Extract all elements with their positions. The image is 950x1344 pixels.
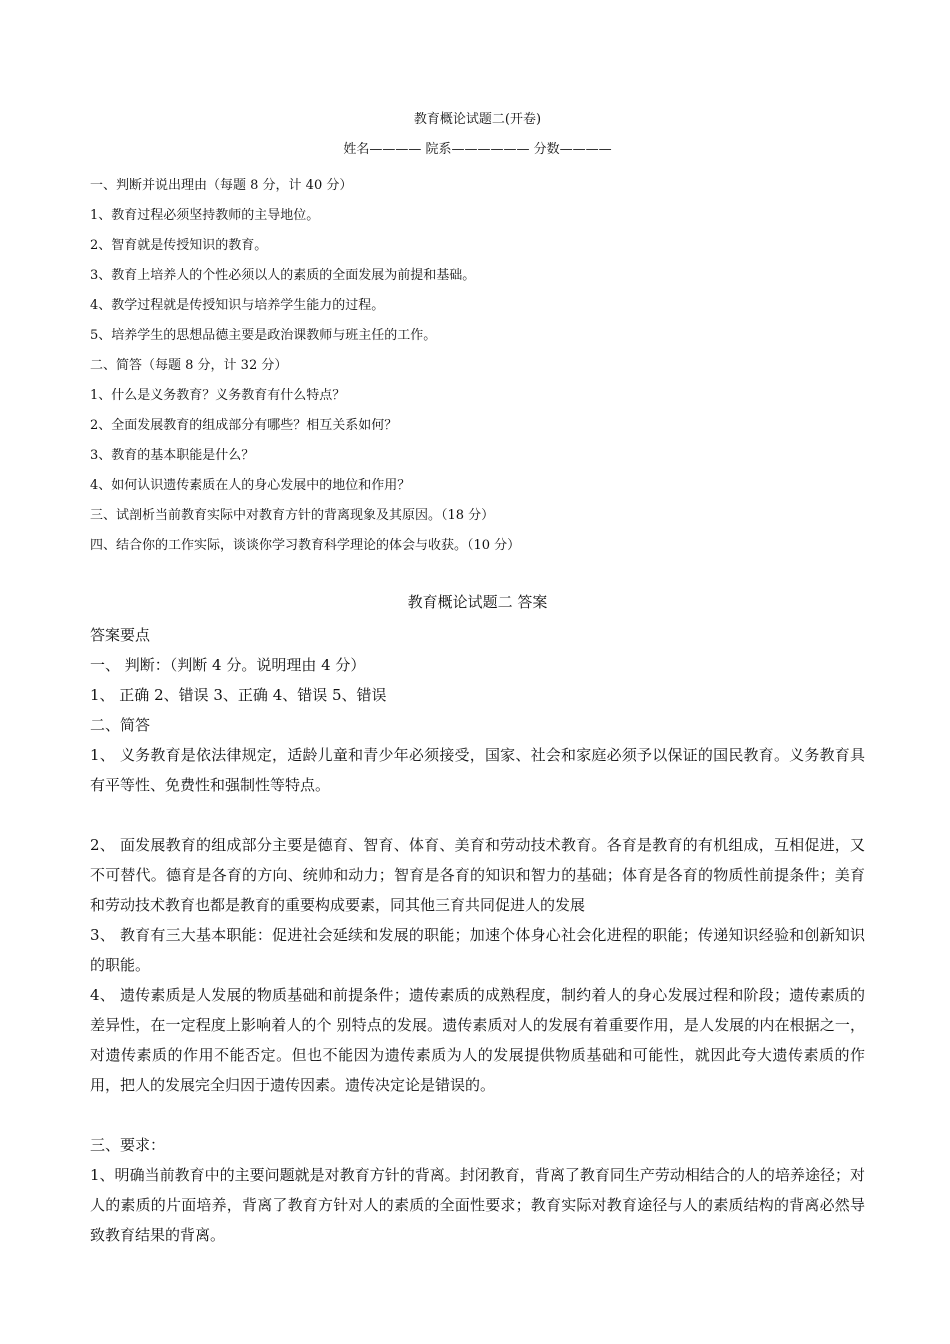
section-heading-judgment: 一、判断并说出理由（每题 8 分，计 40 分）: [90, 178, 353, 193]
answer-paragraph: 4、 遗传素质是人发展的物质基础和前提条件；遗传素质的成熟程度，制约着人的身心发展过程和阶段；遗传素质的差异性，在一定程度上影响着人的个 别特点的发展。遗传素质对人的发展有着重要作用，是人发展的内在根据之一，对遗传素质的作用不能否定。但也不能因为遗传素质为人的发展提供物质基础和可能性，就因此夸大遗传素质的作用，把人的发展完全归因于遗传因素。遗传决定论是错误的。: [90, 986, 865, 1094]
answer-part3-heading: 三、要求：: [90, 1136, 166, 1154]
question-item: 3、教育的基本职能是什么？: [90, 448, 255, 463]
section-heading-essay: 四、结合你的工作实际，谈谈你学习教育科学理论的体会与收获。（10 分）: [90, 538, 521, 553]
answer-paragraph: 2、 面发展教育的组成部分主要是德育、智育、体育、美育和劳动技术教育。各育是教育的有机组成，互相促进，又不可替代。德育是各育的方向、统帅和动力；智育是各育的知识和智力的基础；体育是各育的物质性前提条件；美育和劳动技术教育也都是教育的重要构成要素，同其他三育共同促进人的发展: [90, 836, 865, 914]
question-item: 2、智育就是传授知识的教育。: [90, 238, 268, 253]
question-item: 1、教育过程必须坚持教师的主导地位。: [90, 208, 320, 223]
question-item: 5、培养学生的思想品德主要是政治课教师与班主任的工作。: [90, 328, 437, 343]
question-item: 2、全面发展教育的组成部分有哪些？相互关系如何？: [90, 418, 398, 433]
question-item: 4、如何认识遗传素质在人的身心发展中的地位和作用？: [90, 478, 411, 493]
answer-part1-heading: 一、 判断：（判断 4 分。说明理由 4 分）: [90, 656, 366, 674]
answer-paragraph: 1、 义务教育是依法律规定，适龄儿童和青少年必须接受，国家、社会和家庭必须予以保证的国民教育。义务教育具有平等性、免费性和强制性等特点。: [90, 746, 865, 794]
question-item: 3、教育上培养人的个性必须以人的素质的全面发展为前提和基础。: [90, 268, 476, 283]
blank-line: [90, 1100, 865, 1130]
blank-line: [90, 800, 865, 830]
exam-title: 教育概论试题二(开卷): [413, 112, 542, 127]
answer-paragraph: 1、明确当前教育中的主要问题就是对教育方针的背离。封闭教育，背离了教育同生产劳动相结合的人的培养途径；对人的素质的片面培养，背离了教育方针对人的素质的全面性要求；教育实际对教育途径与人的素质结构的背离必然导致教育结果的背离。: [90, 1166, 865, 1244]
answer-body: [90, 620, 865, 1250]
exam-info-line: 姓名———— 院系—————— 分数————: [343, 142, 612, 157]
question-item: 4、教学过程就是传授知识与培养学生能力的过程。: [90, 298, 385, 313]
question-list: [90, 176, 865, 566]
answer-paragraph: 3、 教育有三大基本职能：促进社会延续和发展的职能；加速个体身心社会化进程的职能；传递知识经验和创新知识的职能。: [90, 926, 865, 974]
answer-title: 教育概论试题二 答案: [407, 593, 548, 611]
answer-key-points-label: 答案要点: [90, 626, 151, 644]
section-heading-short-answer: 二、简答（每题 8 分，计 32 分）: [90, 358, 288, 373]
answer-part2-heading: 二、简答: [90, 716, 151, 734]
question-item: 1、什么是义务教育？义务教育有什么特点？: [90, 388, 346, 403]
answer-part1-results: 1、 正确 2、错误 3、正确 4、错误 5、错误: [90, 686, 387, 704]
section-heading-analysis: 三、试剖析当前教育实际中对教育方针的背离现象及其原因。（18 分）: [90, 508, 495, 523]
